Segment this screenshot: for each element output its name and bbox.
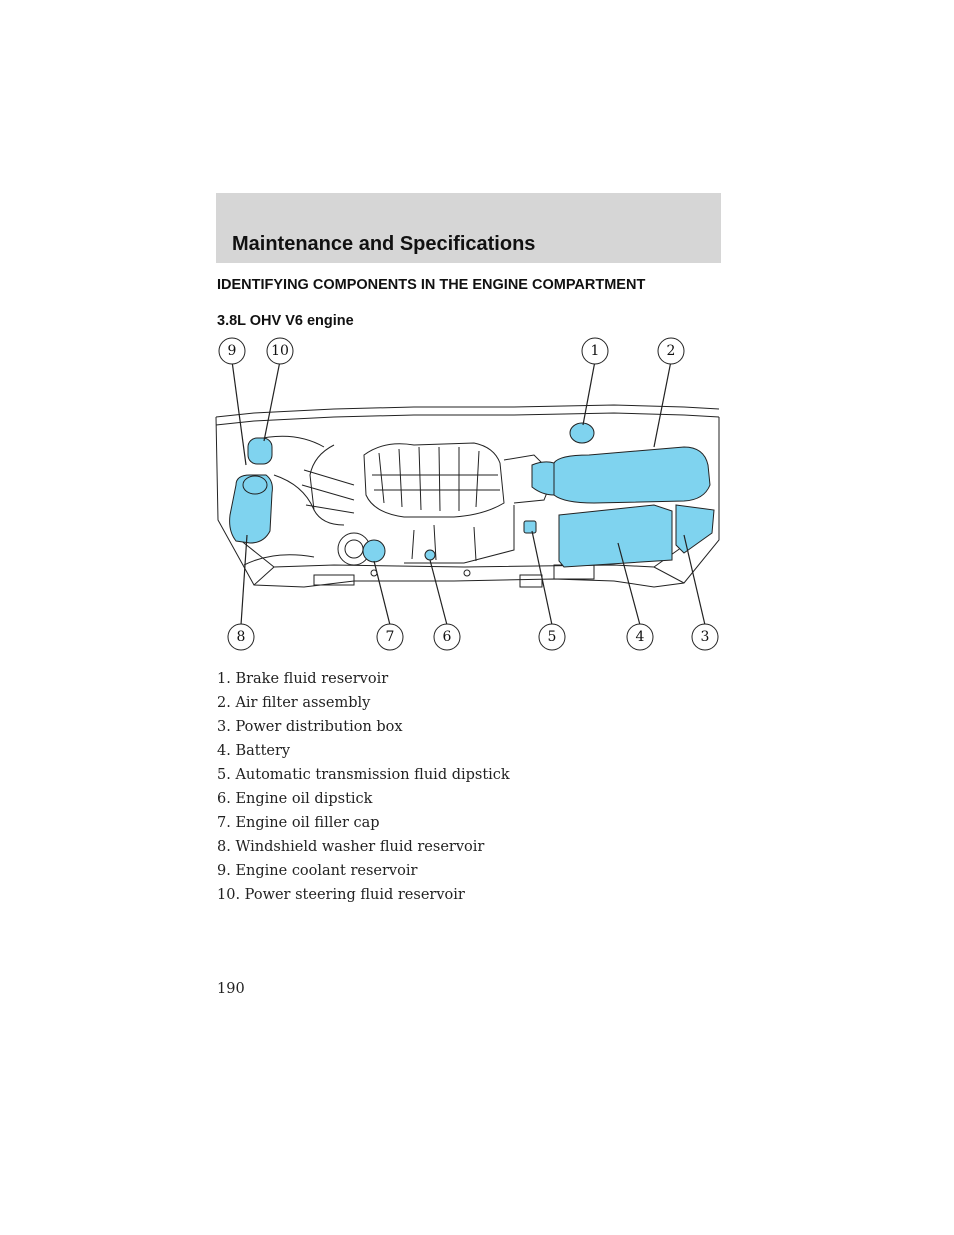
- callout-9: 9: [227, 343, 237, 359]
- highlighted-components: [230, 423, 714, 567]
- section-heading: IDENTIFYING COMPONENTS IN THE ENGINE COMPARTMENT: [217, 277, 646, 293]
- callout-6: 6: [442, 629, 452, 645]
- list-item: 10. Power steering fluid reservoir: [217, 887, 465, 903]
- callout-3: 3: [700, 629, 710, 645]
- page-title: Maintenance and Specifications: [232, 233, 536, 255]
- callout-10: 10: [271, 343, 289, 359]
- engine-block: [244, 436, 554, 565]
- engine-oil-dipstick: [425, 550, 435, 560]
- engine-compartment-diagram: [214, 335, 724, 655]
- list-item: 7. Engine oil filler cap: [217, 815, 380, 831]
- transmission-dipstick: [524, 521, 536, 533]
- list-item: 8. Windshield washer fluid reservoir: [217, 839, 485, 855]
- air-filter-assembly: [554, 447, 710, 503]
- section-header-band: [216, 193, 721, 263]
- list-item: 3. Power distribution box: [217, 719, 403, 735]
- callout-4: 4: [635, 629, 645, 645]
- list-item: 1. Brake fluid reservoir: [217, 671, 389, 687]
- list-item: 9. Engine coolant reservoir: [217, 863, 418, 879]
- power-distribution-box: [676, 505, 714, 553]
- list-item: 5. Automatic transmission fluid dipstick: [217, 767, 510, 783]
- components-list: [217, 669, 510, 909]
- brake-fluid-reservoir: [570, 423, 594, 443]
- callout-2: 2: [666, 343, 676, 359]
- callout-5: 5: [547, 629, 557, 645]
- callout-7: 7: [385, 629, 395, 645]
- callout-1: 1: [590, 343, 600, 359]
- list-item: 6. Engine oil dipstick: [217, 791, 373, 807]
- air-intake-duct: [532, 462, 554, 495]
- page-number: 190: [217, 981, 245, 997]
- list-item: 2. Air filter assembly: [217, 695, 371, 711]
- power-steering-reservoir: [248, 438, 272, 464]
- battery: [559, 505, 672, 567]
- engine-label: 3.8L OHV V6 engine: [217, 313, 354, 329]
- engine-oil-filler-cap: [363, 540, 385, 562]
- callout-8: 8: [236, 629, 246, 645]
- washer-fluid-cap: [243, 476, 267, 494]
- list-item: 4. Battery: [217, 743, 291, 759]
